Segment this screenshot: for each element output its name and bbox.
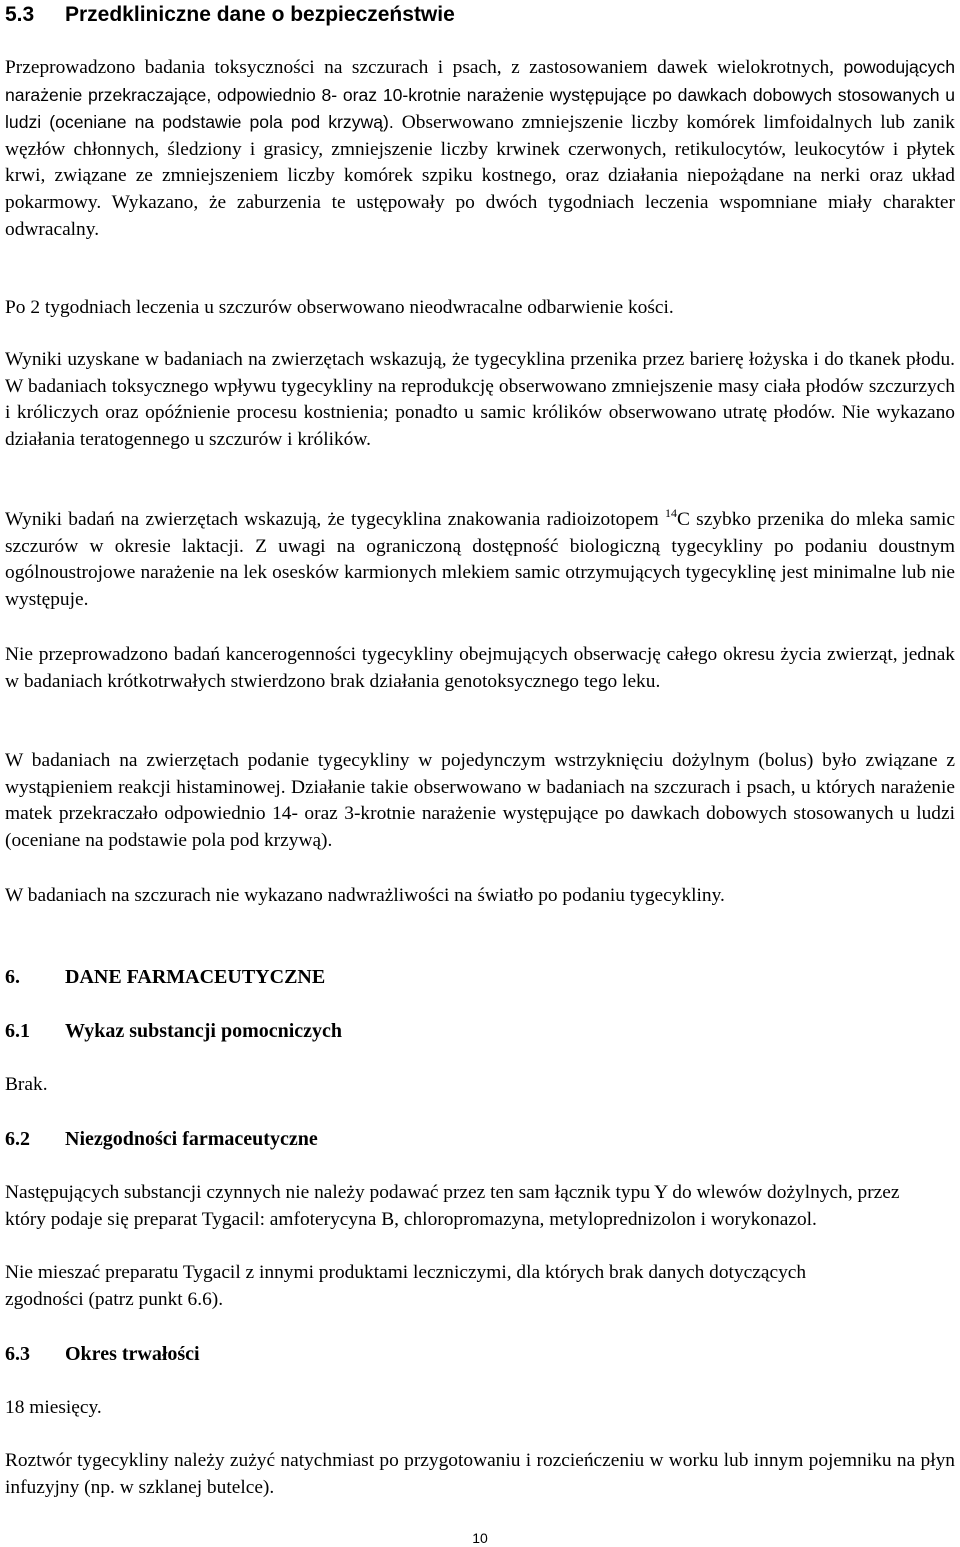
paragraph-text: C szybko przenika do mleka samic szczurów w okresie laktacji. Z uwagi na ograniczoną dostępność biologiczną tygecykliny po podaniu doustnym ogólnoustrojowe narażenie na lek osesków karmionych mlekiem samic otrzymujących tygecyklinę jest minimalne lub nie występuje. bbox=[5, 509, 955, 610]
section-6-heading bbox=[5, 964, 955, 990]
paragraph-text: powodujących narażenie przekraczające, odpowiednio 8- oraz 10-krotnie narażenie występujące po dawkach dobowych stosowanych u ludzi (oceniane na podstawie pola pod krzywą). bbox=[5, 57, 955, 133]
section-number: 6. bbox=[5, 966, 20, 988]
incompatibilities-mixing-text: Nie mieszać preparatu Tygacil z innymi produktami leczniczymi, dla których brak danych dotyczących zgodności (patrz punkt 6.6). bbox=[5, 1262, 807, 1310]
section-number: 6.3 bbox=[5, 1343, 30, 1365]
paragraph-histamine: W badaniach na zwierzętach podanie tygecykliny w pojedynczym wstrzyknięciu dożylnym (bolus) było związane z wystąpieniem reakcji histaminowej. Działanie takie obserwowano w badaniach na szczurach i psach, u których narażenie matek przekraczało odpowiednio 14- oraz 3-krotnie narażenie występujące po dawkach dobowych stosowanych u ludzi (oceniane na podstawie pola pod krzywą). bbox=[5, 750, 955, 851]
section-6-3-heading bbox=[5, 1341, 955, 1367]
paragraph-text: Przeprowadzono badania toksyczności na szczurach i psach, z zastosowaniem dawek wielokrotnych, bbox=[5, 57, 835, 78]
shelf-life-solution-text: Roztwór tygecykliny należy zużyć natychmiast po przygotowaniu i rozcieńczeniu w worku lub innym pojemniku na płyn infuzyjny (np. w szklanej butelce). bbox=[5, 1450, 955, 1498]
section-number: 6.1 bbox=[5, 1020, 30, 1042]
paragraph-placenta: Wyniki uzyskane w badaniach na zwierzętach wskazują, że tygecyklina przenika przez barierę łożyska i do tkanek płodu. W badaniach toksycznego wpływu tygecykliny na reprodukcję obserwowano zmniejszenie masy ciała płodów szczurzych i króliczych oraz opóźnienie procesu kostnienia; ponadto u samic królików obserwowano utratę płodów. Nie wykazano działania teratogennego u szczurów i królików. bbox=[5, 349, 955, 450]
shelf-life-text: 18 miesięcy. bbox=[5, 1397, 102, 1418]
section-6-1-heading bbox=[5, 1018, 955, 1044]
page-number: 10 bbox=[472, 1530, 488, 1546]
section-title: DANE FARMACEUTYCZNE bbox=[65, 966, 326, 988]
excipients-text: Brak. bbox=[5, 1074, 48, 1095]
paragraph-text: Obserwowano zmniejszenie liczby komórek limfoidalnych lub zanik węzłów chłonnych, śledziony i grasicy, zmniejszenie liczby krwinek czerwonych, retikulocytów, leukocytów i płytek krwi, związane ze zmniejszeniem liczby komórek szpiku kostnego, oraz działania niepożądane na nerki oraz układ pokarmowy. Wykazano, że zaburzenia te ustępowały po dwóch tygodniach leczenia wspomniane miały charakter odwracalny. bbox=[5, 112, 955, 240]
section-title: Okres trwałości bbox=[65, 1343, 200, 1365]
section-5-3-heading bbox=[5, 2, 955, 28]
paragraph-carcinogenicity: Nie przeprowadzono badań kancerogenności tygecykliny obejmujących obserwację całego okresu życia zwierząt, jednak w badaniach krótkotrwałych stwierdzono brak działania genotoksycznego tego leku. bbox=[5, 644, 955, 692]
section-number: 6.2 bbox=[5, 1128, 30, 1150]
section-number: 5.3 bbox=[5, 3, 35, 26]
paragraph-toxicity bbox=[5, 54, 955, 243]
paragraph-text: Wyniki badań na zwierzętach wskazują, że tygecyklina znakowania radioizotopem bbox=[5, 509, 659, 530]
incompatibilities-text: Następujących substancji czynnych nie należy podawać przez ten sam łącznik typu Y do wlewów dożylnych, przez który podaje się preparat Tygacil: amfoterycyna B, chloropromazyna, metyloprednizolon i worykonazol. bbox=[5, 1182, 900, 1230]
section-6-2-heading bbox=[5, 1126, 955, 1152]
section-title: Przedkliniczne dane o bezpieczeństwie bbox=[65, 3, 455, 26]
section-title: Wykaz substancji pomocniczych bbox=[65, 1020, 343, 1042]
superscript-isotope: 14 bbox=[664, 506, 677, 520]
section-title: Niezgodności farmaceutyczne bbox=[65, 1128, 318, 1150]
paragraph-bone-discoloration: Po 2 tygodniach leczenia u szczurów obserwowano nieodwracalne odbarwienie kości. bbox=[5, 297, 674, 318]
paragraph-photosensitivity: W badaniach na szczurach nie wykazano nadwrażliwości na światło po podaniu tygecykliny. bbox=[5, 885, 725, 906]
paragraph-lactation bbox=[5, 507, 955, 613]
